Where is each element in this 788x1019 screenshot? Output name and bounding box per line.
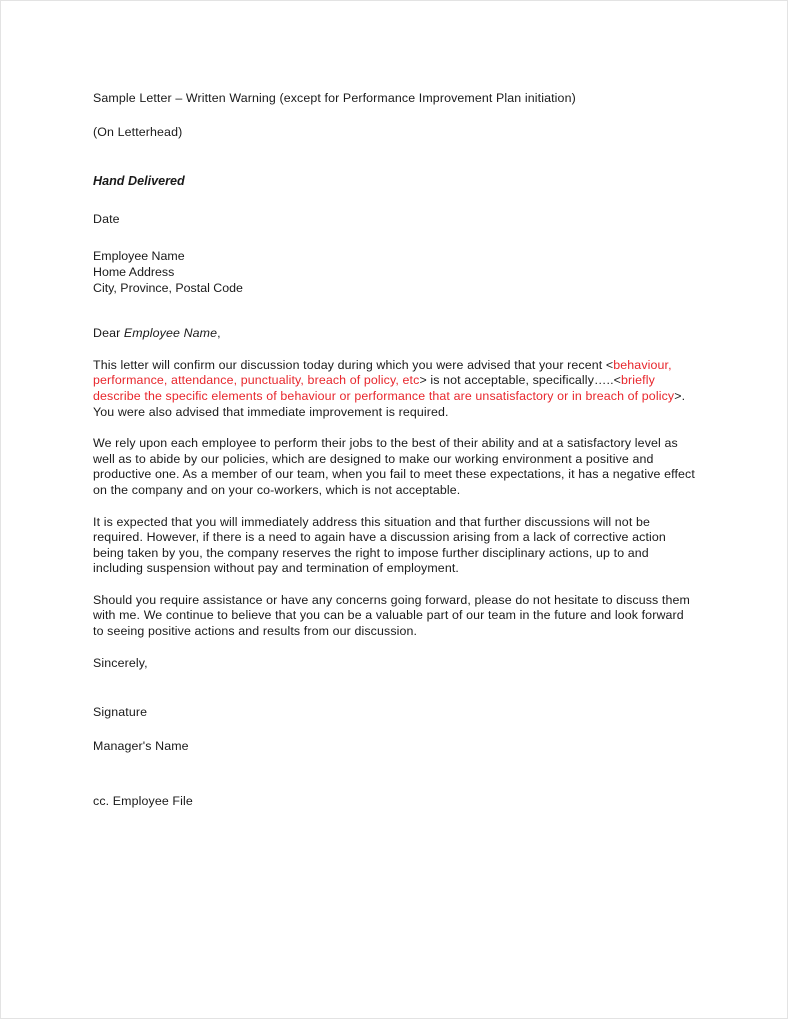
document-title: Sample Letter – Written Warning (except for Performance Improvement Plan initiation) <box>93 91 576 105</box>
paragraph-3: It is expected that you will immediately address this situation and that further discussions will not be required. However, if there is a need to again have a discussion arising from a lack of corrective action being taken by you, the company reserves the right to impose further disciplinary actions, up to and including suspension without pay and termination of employment. <box>93 514 666 576</box>
spacer <box>93 420 697 436</box>
paragraph-1-segment-5: >. You were also advised that immediate improvement is required. <box>93 388 686 419</box>
paragraph-1-segment-3: > is not acceptable, specifically…..< <box>419 373 622 388</box>
spacer <box>93 671 697 705</box>
paragraph-2: We rely upon each employee to perform their jobs to the best of their ability and at a satisfactory level as well as to abide by our policies, which are designed to make our working environment a positive and productive one. As a member of our team, when you fail to meet these expectations, it has a negative effect on the company and on your co-workers, which is not acceptable. <box>93 436 695 497</box>
recipient-city-line: City, Province, Postal Code <box>93 280 243 295</box>
spacer <box>93 296 697 326</box>
spacer <box>93 107 697 125</box>
spacer <box>93 227 697 249</box>
salutation-greeting: Dear <box>93 326 124 341</box>
salutation-comma: , <box>217 326 221 341</box>
recipient-name: Employee Name <box>93 249 185 264</box>
paragraph-4: Should you require assistance or have any concerns going forward, please do not hesitate to discuss them with me. We continue to believe that you can be a valuable part of our team in the future and look forward to seeing positive actions and results from our discussion. <box>93 592 690 639</box>
date-placeholder: Date <box>93 211 120 226</box>
spacer <box>93 342 697 358</box>
paragraph-1-placeholder-2: briefly describe the specific elements of behaviour or performance that are unsatisfactory or in breach of policy <box>93 373 675 403</box>
paragraph-1-placeholder-1: behaviour, performance, attendance, punctuality, breach of policy, etc <box>93 357 672 388</box>
spacer <box>93 721 697 739</box>
recipient-address: Home Address <box>93 264 175 279</box>
letterhead-note: (On Letterhead) <box>93 124 183 139</box>
spacer <box>93 754 697 794</box>
paragraph-1-segment-1: This letter will confirm our discussion today during which you were advised that your recent < <box>93 357 614 372</box>
delivery-method-label: Hand Delivered <box>93 174 185 189</box>
salutation <box>93 326 697 342</box>
closing-salutation: Sincerely, <box>93 655 148 670</box>
letter-body <box>93 91 697 810</box>
signature-placeholder: Signature <box>93 705 148 720</box>
paragraph-1 <box>93 358 697 420</box>
spacer <box>93 190 697 212</box>
cc-line: cc. Employee File <box>93 794 193 809</box>
spacer <box>93 140 697 174</box>
spacer <box>93 577 697 593</box>
spacer <box>93 499 697 515</box>
salutation-name: Employee Name <box>123 326 218 341</box>
manager-name-placeholder: Manager's Name <box>93 738 189 753</box>
spacer <box>93 640 697 656</box>
